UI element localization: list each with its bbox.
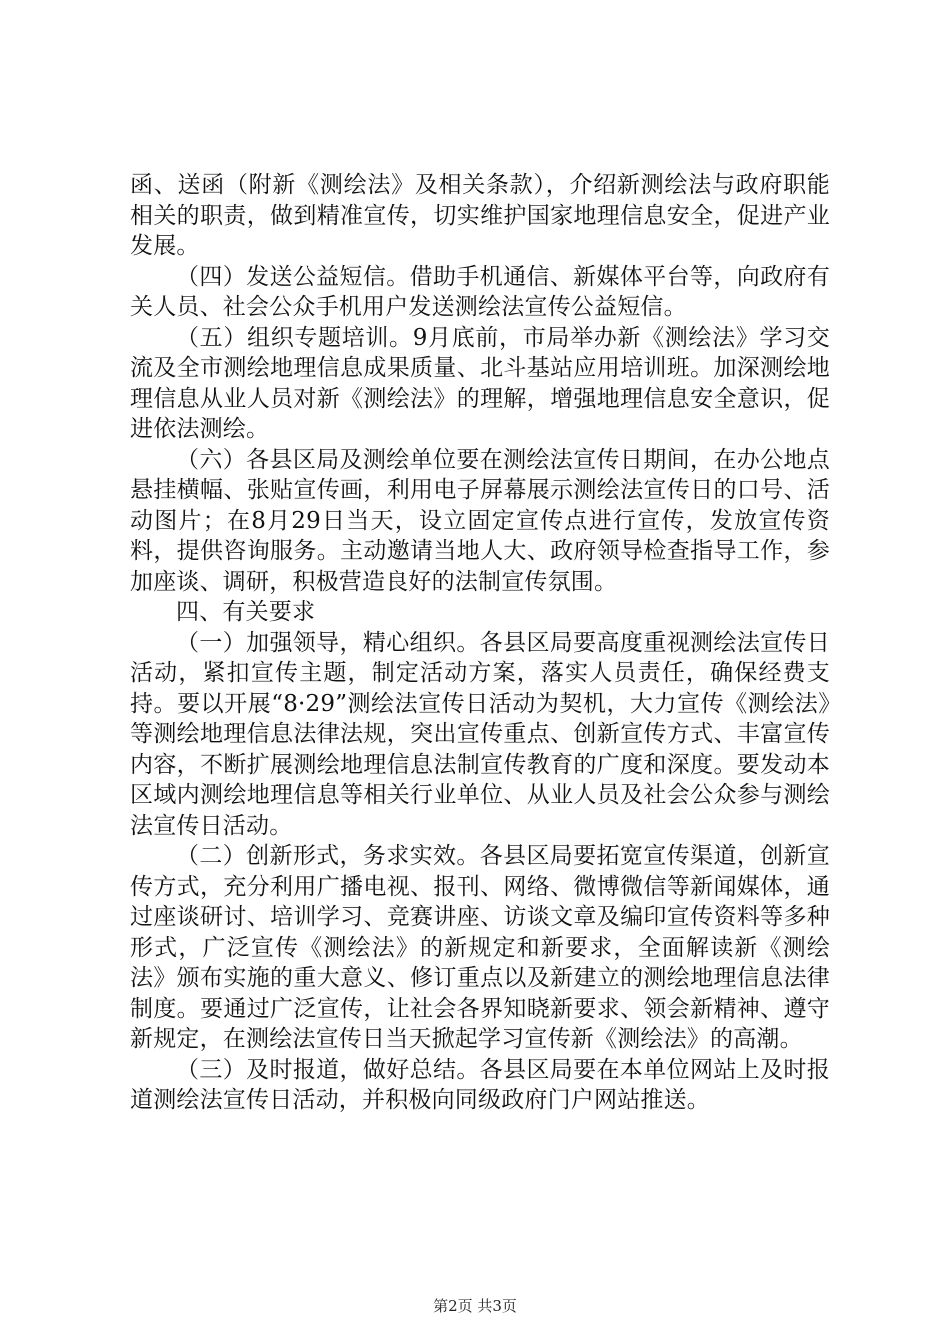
paragraph-requirement-2: （二）创新形式，务求实效。各县区局要拓宽宣传渠道，创新宣传方式，充分利用广播电视、报刊、网络、微博微信等新闻媒体，通过座谈研讨、培训学习、竞赛讲座、访谈文章及编印宣传资料等多种形式，广泛宣传《测绘法》的新规定和新要求，全面解读新《测绘法》颁布实施的重大意义、修订重点以及新建立的测绘地理信息法律制度。要通过广泛宣传，让社会各界知晓新要求、领会新精神、遵守新规定，在测绘法宣传日当天掀起学习宣传新《测绘法》的高潮。 [130,843,830,1052]
section-heading-requirements: 四、有关要求 [176,599,316,625]
paragraph-item-6: （六）各县区局及测绘单位要在测绘法宣传日期间，在办公地点悬挂横幅、张贴宣传画，利用电子屏幕展示测绘法宣传日的口号、活动图片；在8月29日当天，设立固定宣传点进行宣传，发放宣传资料，提供咨询服务。主动邀请当地人大、政府领导检查指导工作，参加座谈、调研，积极营造良好的法制宣传氛围。 [130,446,830,595]
page-number: 第2页 共3页 [433,1297,517,1315]
paragraph-item-4: （四）发送公益短信。借助手机通信、新媒体平台等，向政府有关人员、社会公众手机用户发送测绘法宣传公益短信。 [130,263,830,320]
paragraph-item-5: （五）组织专题培训。9月底前，市局举办新《测绘法》学习交流及全市测绘地理信息成果质量、北斗基站应用培训班。加深测绘地理信息从业人员对新《测绘法》的理解，增强地理信息安全意识，促进依法测绘。 [130,324,830,442]
paragraph-continuation: 函、送函（附新《测绘法》及相关条款），介绍新测绘法与政府职能相关的职责，做到精准宣传，切实维护国家地理信息安全，促进产业发展。 [130,172,830,259]
paragraph-requirement-3: （三）及时报道，做好总结。各县区局要在本单位网站上及时报道测绘法宣传日活动，并积极向同级政府门户网站推送。 [130,1056,830,1113]
paragraph-requirement-1: （一）加强领导，精心组织。各县区局要高度重视测绘法宣传日活动，紧扣宣传主题，制定活动方案，落实人员责任，确保经费支持。要以开展“8·29”测绘法宣传日活动为契机，大力宣传《测绘法》等测绘地理信息法律法规，突出宣传重点、创新宣传方式、丰富宣传内容，不断扩展测绘地理信息法制宣传教育的广度和深度。要发动本区域内测绘地理信息等相关行业单位、从业人员及社会公众参与测绘法宣传日活动。 [130,629,830,839]
document-body [130,170,830,1116]
page-footer [0,1295,950,1316]
